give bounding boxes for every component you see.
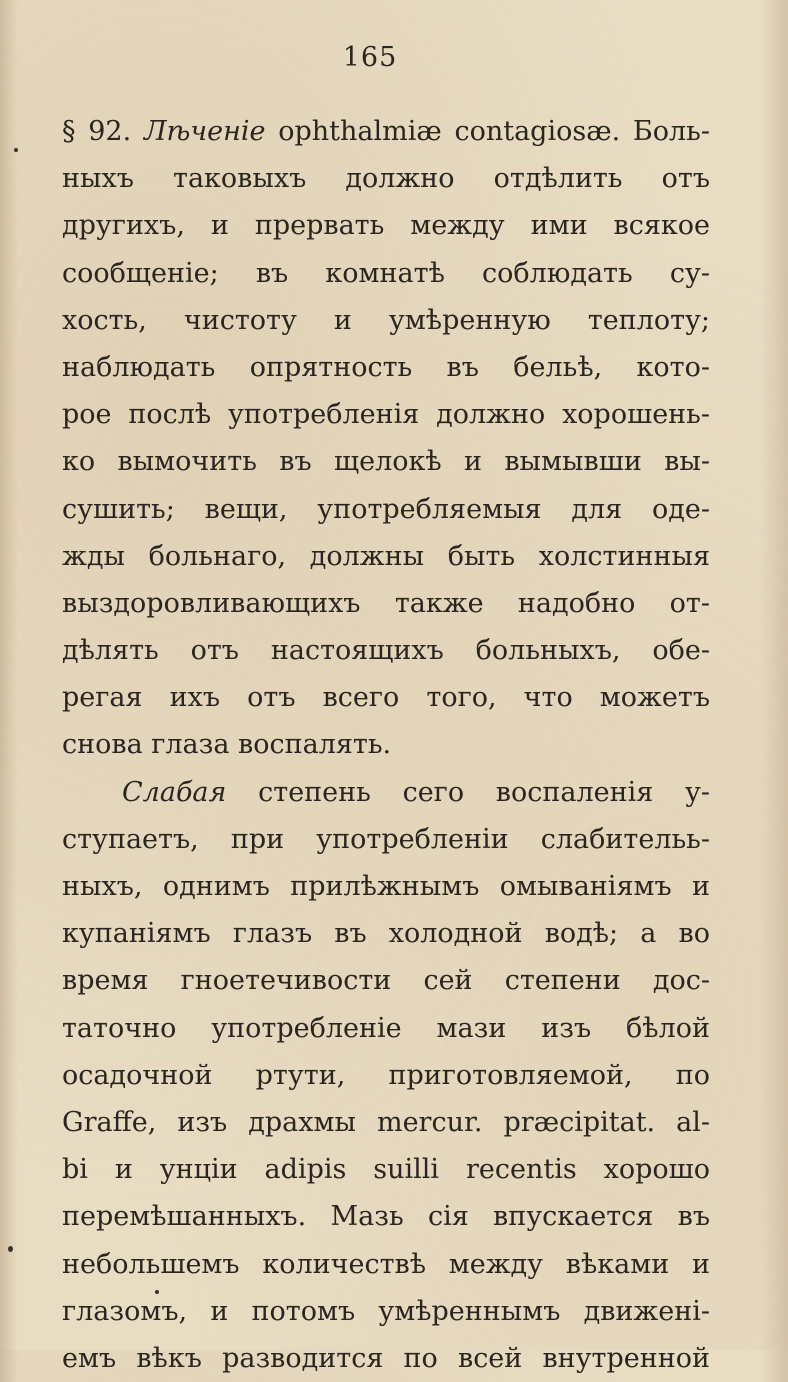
text-line: ступаетъ, при употребленіи слабительь- — [62, 823, 710, 855]
ink-speck — [155, 1290, 159, 1294]
text-line: другихъ, и прервать между ими всякое — [62, 210, 710, 242]
text-line: рое послѣ употребленія должно хорошень- — [62, 399, 710, 431]
ink-speck — [14, 148, 18, 152]
text-line: bi и унціи adipis suilli recentis хорошо — [62, 1154, 710, 1186]
ink-speck — [8, 1246, 13, 1252]
text-line: дѣлять отъ настоящихъ больныхъ, обе- — [62, 635, 710, 667]
text-line: купаніямъ глазъ въ холодной водѣ; а во — [62, 918, 710, 950]
text-line: время гноетечивости сей степени дос- — [62, 965, 710, 997]
text-line: ко вымочить въ щелокѣ и вымывши вы- — [62, 446, 710, 478]
line-rest: степень сего воспаленія у- — [258, 776, 710, 808]
text-line: ныхъ таковыхъ должно отдѣлить отъ — [62, 163, 710, 195]
section-heading-italic: Лѣченіе — [143, 116, 266, 147]
page-number: 165 — [342, 42, 398, 73]
body-text — [62, 108, 710, 1382]
text-line: выздоровливающихъ также надобно от- — [62, 587, 710, 619]
section-marker: § 92. — [62, 116, 132, 147]
text-line: небольшемъ количествѣ между вѣками и — [62, 1248, 710, 1280]
text-line: сушить; вещи, употребляемыя для оде- — [62, 493, 710, 525]
text-line: осадочной ртути, приготовляемой, по — [62, 1059, 710, 1091]
text-line — [62, 769, 710, 816]
text-line: снова глаза воспалять. — [62, 729, 392, 761]
text-line: Graffe, изъ драхмы mercur. præcipitat. al- — [62, 1106, 710, 1138]
text-line: сообщеніе; въ комнатѣ соблюдать су- — [62, 257, 710, 289]
text-line: регая ихъ отъ всего того, что можетъ — [62, 682, 710, 714]
text-line: жды больнаго, должны быть холстинныя — [62, 540, 710, 572]
text-line: таточно употребленіе мази изъ бѣлой — [62, 1012, 710, 1044]
text-line: емъ вѣкъ разводится по всей внутренной — [62, 1342, 710, 1374]
text-line: ныхъ, однимъ прилѣжнымъ омываніямъ и — [62, 871, 710, 902]
text-line — [62, 108, 710, 155]
italic-term: Слабая — [122, 776, 227, 808]
text-line: глазомъ, и потомъ умѣреннымъ движені- — [62, 1295, 710, 1327]
text-line: перемѣшанныхъ. Мазь сія впускается въ — [62, 1201, 710, 1233]
line-rest: ophthalmiæ contagiosæ. Боль- — [278, 116, 710, 147]
text-line: хость, чистоту и умѣренную теплоту; — [62, 304, 710, 336]
text-line: наблюдать опрятность въ бельѣ, кото- — [62, 351, 710, 383]
